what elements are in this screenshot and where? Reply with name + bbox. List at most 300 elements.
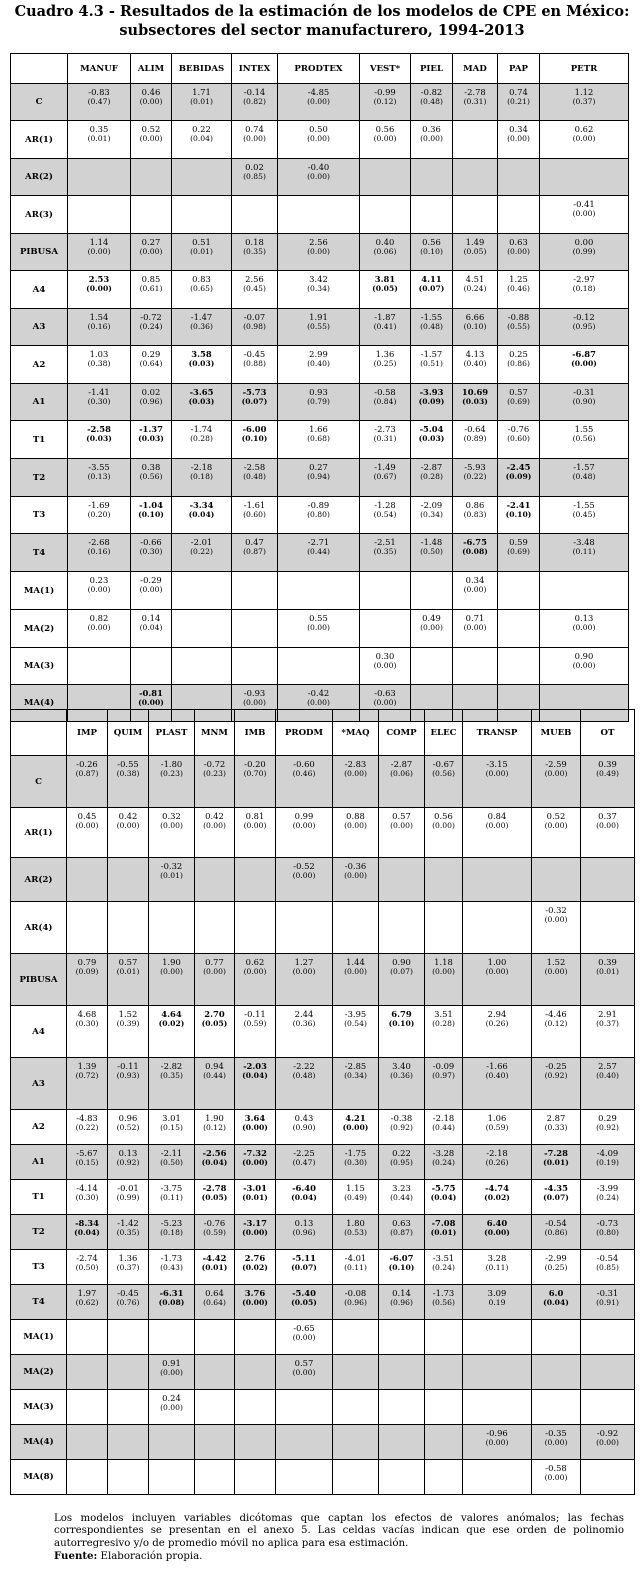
- coefficient-cell: [333, 1058, 379, 1110]
- coefficient-value: 6.0: [548, 1288, 564, 1298]
- coefficient-cell: [540, 610, 629, 648]
- coefficient-value: -1.57: [420, 349, 443, 359]
- coefficient-value: 4.51: [465, 274, 485, 284]
- coefficient-value: -0.31: [596, 1288, 619, 1298]
- coefficient-cell: [172, 309, 232, 346]
- coefficient-cell: [379, 1425, 425, 1460]
- coefficient-cell: [425, 1110, 463, 1145]
- coefficient-cell: [411, 459, 453, 497]
- coefficient-cell: [172, 271, 232, 309]
- coefficient-value: -2.71: [307, 537, 330, 547]
- p-value: (0.20): [87, 510, 111, 519]
- table-row: [11, 534, 629, 572]
- p-value: (0.00): [139, 97, 163, 106]
- coefficient-value: 0.63: [392, 1218, 411, 1228]
- p-value: (0.50): [160, 1158, 183, 1167]
- p-value: (0.56): [572, 434, 596, 443]
- p-value: (0.22): [75, 1123, 99, 1132]
- p-value: (0.40): [596, 1071, 619, 1080]
- p-value: (0.00): [307, 172, 330, 181]
- coefficient-value: 3.09: [487, 1288, 507, 1298]
- coefficient-value: 1.03: [89, 349, 109, 359]
- coefficient-value: -2.74: [76, 1253, 98, 1263]
- coefficient-cell: [532, 858, 581, 902]
- row-label: A3: [11, 309, 68, 346]
- p-value: (0.65): [190, 284, 213, 293]
- coefficient-cell: [425, 1285, 463, 1320]
- coefficient-cell: [131, 459, 172, 497]
- coefficient-cell: [411, 497, 453, 534]
- table-row: [11, 1460, 635, 1495]
- coefficient-value: -1.69: [88, 500, 110, 510]
- coefficient-cell: [68, 271, 131, 309]
- p-value: (0.11): [572, 547, 596, 556]
- coefficient-value: 0.62: [574, 124, 594, 134]
- p-value: (0.00): [544, 915, 568, 924]
- coefficient-value: 1.00: [487, 957, 507, 967]
- table-row: [11, 384, 629, 421]
- coefficient-value: 0.85: [141, 274, 161, 284]
- table-row: [11, 648, 629, 685]
- coefficient-cell: [131, 610, 172, 648]
- coefficient-cell: [276, 1250, 333, 1285]
- coefficient-value: -0.36: [344, 861, 367, 871]
- p-value: (0.55): [307, 322, 330, 331]
- coefficient-value: 0.56: [434, 811, 453, 821]
- p-value: (0.38): [116, 769, 140, 778]
- row-label: AR(2): [11, 858, 67, 902]
- column-header: MNM: [195, 710, 235, 756]
- coefficient-cell: [425, 1006, 463, 1058]
- coefficient-cell: [425, 902, 463, 954]
- coefficient-cell: [453, 121, 498, 159]
- table-row: [11, 497, 629, 534]
- p-value: (0.02): [242, 1263, 268, 1272]
- p-value: (0.00): [463, 623, 487, 632]
- coefficient-cell: [379, 1180, 425, 1215]
- coefficient-value: -0.09: [432, 1061, 455, 1071]
- p-value: (0.28): [190, 434, 213, 443]
- notes-text: Los modelos incluyen variables dicótomas que captan los efectos de valores anómalos; las fechas correspondientes se presentan en el anexo 5. Las celdas vacías indican que ese orden de polinomio autorregresivo y/o de promedio móvil no aplica para esa estimación.: [54, 1513, 624, 1549]
- p-value: (0.00): [596, 821, 619, 830]
- coefficient-cell: [425, 954, 463, 1006]
- coefficient-cell: [411, 159, 453, 196]
- coefficient-cell: [235, 1320, 276, 1355]
- p-value: (0.12): [544, 1019, 568, 1028]
- coefficient-cell: [68, 497, 131, 534]
- p-value: (0.00): [307, 97, 330, 106]
- coefficient-cell: [278, 84, 360, 121]
- p-value: (0.60): [243, 510, 266, 519]
- p-value: (0.52): [116, 1123, 140, 1132]
- coefficient-value: 0.42: [118, 811, 138, 821]
- coefficient-cell: [195, 1058, 235, 1110]
- coefficient-cell: [463, 1425, 532, 1460]
- p-value: (0.48): [243, 472, 266, 481]
- p-value: (0.00): [596, 1438, 619, 1447]
- table-row: [11, 1285, 635, 1320]
- coefficient-cell: [453, 459, 498, 497]
- coefficient-value: 1.44: [346, 957, 365, 967]
- p-value: (0.00): [507, 134, 530, 143]
- coefficient-cell: [67, 1320, 108, 1355]
- row-label: MA(2): [11, 1355, 67, 1390]
- coefficient-cell: [453, 421, 498, 459]
- coefficient-cell: [172, 234, 232, 271]
- coefficient-cell: [278, 459, 360, 497]
- table-row: [11, 756, 635, 808]
- coefficient-cell: [172, 84, 232, 121]
- coefficient-cell: [67, 1110, 108, 1145]
- coefficient-cell: [463, 1215, 532, 1250]
- coefficient-cell: [581, 1355, 635, 1390]
- column-header: COMP: [379, 710, 425, 756]
- coefficient-cell: [532, 1425, 581, 1460]
- coefficient-cell: [149, 1058, 195, 1110]
- row-label: MA(8): [11, 1460, 67, 1495]
- p-value: (0.67): [373, 472, 397, 481]
- p-value: (0.83): [463, 510, 487, 519]
- coefficient-cell: [411, 309, 453, 346]
- p-value: (0.01): [190, 97, 213, 106]
- table-row: [11, 1058, 635, 1110]
- coefficient-value: -6.40: [292, 1183, 316, 1193]
- p-value: (0.37): [596, 1019, 619, 1028]
- coefficient-cell: [498, 610, 540, 648]
- coefficient-cell: [232, 84, 278, 121]
- p-value: (0.22): [190, 547, 213, 556]
- coefficient-value: -3.55: [88, 462, 110, 472]
- coefficient-cell: [68, 610, 131, 648]
- coefficient-value: -5.93: [464, 462, 486, 472]
- coefficient-cell: [453, 384, 498, 421]
- p-value: (0.00): [243, 698, 266, 707]
- coefficient-cell: [276, 1320, 333, 1355]
- coefficient-cell: [232, 497, 278, 534]
- p-value: (0.00): [160, 1403, 183, 1412]
- column-header: PETR: [540, 54, 629, 84]
- table-row: [11, 271, 629, 309]
- coefficient-cell: [333, 1180, 379, 1215]
- coefficient-value: 4.21: [345, 1113, 366, 1123]
- table-row: [11, 1180, 635, 1215]
- p-value: (0.04): [201, 1158, 228, 1167]
- coefficient-value: -1.04: [139, 500, 163, 510]
- coefficient-value: 0.14: [392, 1288, 411, 1298]
- coefficient-value: -5.40: [292, 1288, 316, 1298]
- coefficient-cell: [453, 271, 498, 309]
- coefficient-cell: [379, 756, 425, 808]
- p-value: (0.95): [572, 322, 596, 331]
- p-value: (0.25): [373, 359, 397, 368]
- coefficient-cell: [195, 1285, 235, 1320]
- coefficient-cell: [108, 1460, 149, 1495]
- p-value: (0.05): [372, 284, 398, 293]
- coefficient-cell: [149, 808, 195, 858]
- coefficient-cell: [540, 572, 629, 610]
- coefficient-cell: [172, 159, 232, 196]
- row-label: AR(4): [11, 902, 67, 954]
- coefficient-value: -4.83: [76, 1113, 98, 1123]
- coefficient-value: 1.97: [77, 1288, 97, 1298]
- coefficient-value: 0.14: [141, 613, 161, 623]
- results-table-1: [10, 53, 629, 722]
- p-value: (0.99): [572, 247, 596, 256]
- p-value: (0.70): [243, 769, 267, 778]
- coefficient-value: -1.37: [139, 424, 163, 434]
- coefficient-cell: [278, 534, 360, 572]
- coefficient-cell: [453, 309, 498, 346]
- table-row: [11, 610, 629, 648]
- coefficient-value: 0.59: [509, 537, 528, 547]
- coefficient-value: -1.28: [374, 500, 396, 510]
- p-value: (0.00): [243, 821, 267, 830]
- coefficient-cell: [235, 1425, 276, 1460]
- coefficient-cell: [149, 1215, 195, 1250]
- p-value: (0.11): [485, 1263, 509, 1272]
- coefficient-cell: [333, 858, 379, 902]
- p-value: (0.00): [292, 967, 316, 976]
- p-value: (0.86): [544, 1228, 568, 1237]
- coefficient-cell: [68, 459, 131, 497]
- coefficient-cell: [532, 1320, 581, 1355]
- row-label: T3: [11, 1250, 67, 1285]
- p-value: (0.00): [87, 247, 111, 256]
- coefficient-value: -0.38: [390, 1113, 413, 1123]
- coefficient-cell: [581, 1180, 635, 1215]
- coefficient-cell: [278, 497, 360, 534]
- p-value: (0.40): [463, 359, 487, 368]
- coefficient-value: 1.18: [434, 957, 453, 967]
- coefficient-value: -6.31: [159, 1288, 184, 1298]
- coefficient-cell: [463, 1180, 532, 1215]
- coefficient-cell: [360, 648, 411, 685]
- coefficient-cell: [68, 196, 131, 234]
- p-value: (0.15): [75, 1158, 99, 1167]
- coefficient-value: 3.01: [162, 1113, 181, 1123]
- coefficient-cell: [379, 1006, 425, 1058]
- coefficient-cell: [149, 1145, 195, 1180]
- coefficient-value: 2.87: [546, 1113, 566, 1123]
- p-value: (0.30): [87, 397, 111, 406]
- p-value: (0.94): [307, 472, 330, 481]
- coefficient-cell: [540, 459, 629, 497]
- coefficient-cell: [411, 534, 453, 572]
- coefficient-cell: [235, 1145, 276, 1180]
- coefficient-value: -2.18: [432, 1113, 455, 1123]
- p-value: (0.47): [292, 1158, 316, 1167]
- row-label: MA(2): [11, 610, 68, 648]
- coefficient-cell: [540, 497, 629, 534]
- coefficient-value: 0.88: [346, 811, 365, 821]
- coefficient-cell: [68, 121, 131, 159]
- coefficient-cell: [172, 610, 232, 648]
- coefficient-cell: [360, 534, 411, 572]
- table-row: [11, 1006, 635, 1058]
- coefficient-cell: [411, 421, 453, 459]
- row-label: PIBUSA: [11, 234, 68, 271]
- p-value: (0.00): [160, 821, 183, 830]
- coefficient-cell: [276, 1355, 333, 1390]
- coefficient-value: 4.68: [77, 1009, 97, 1019]
- p-value: (0.23): [203, 769, 226, 778]
- p-value: (0.00): [572, 209, 596, 218]
- row-label: MA(3): [11, 1390, 67, 1425]
- coefficient-value: 1.15: [346, 1183, 365, 1193]
- p-value: (0.86): [507, 359, 530, 368]
- coefficient-cell: [195, 1425, 235, 1460]
- column-header: TRANSP: [463, 710, 532, 756]
- p-value: (0.00): [485, 769, 509, 778]
- p-value: (0.37): [116, 1263, 140, 1272]
- p-value: (0.96): [344, 1298, 367, 1307]
- coefficient-cell: [278, 384, 360, 421]
- p-value: (0.47): [87, 97, 111, 106]
- coefficient-cell: [498, 572, 540, 610]
- coefficient-value: -2.83: [344, 759, 367, 769]
- p-value: (0.50): [420, 547, 443, 556]
- coefficient-cell: [67, 1285, 108, 1320]
- coefficient-value: -1.73: [432, 1288, 455, 1298]
- table-row: [11, 1355, 635, 1390]
- coefficient-cell: [67, 1390, 108, 1425]
- coefficient-cell: [453, 234, 498, 271]
- coefficient-cell: [360, 459, 411, 497]
- coefficient-cell: [581, 1145, 635, 1180]
- coefficient-cell: [108, 1425, 149, 1460]
- coefficient-cell: [67, 902, 108, 954]
- coefficient-value: 0.18: [245, 237, 264, 247]
- coefficient-value: 1.90: [162, 957, 181, 967]
- header-row: [11, 54, 629, 84]
- p-value: (0.45): [243, 284, 266, 293]
- p-value: (0.00): [571, 359, 597, 368]
- coefficient-value: -8.34: [75, 1218, 99, 1228]
- coefficient-value: -0.42: [307, 688, 330, 698]
- coefficient-cell: [581, 1390, 635, 1425]
- coefficient-cell: [232, 384, 278, 421]
- coefficient-cell: [235, 1460, 276, 1495]
- coefficient-cell: [131, 497, 172, 534]
- coefficient-cell: [278, 421, 360, 459]
- p-value: (0.96): [390, 1298, 413, 1307]
- coefficient-cell: [195, 756, 235, 808]
- coefficient-value: 0.93: [309, 387, 328, 397]
- p-value: (0.44): [203, 1071, 226, 1080]
- coefficient-value: -0.60: [293, 759, 315, 769]
- coefficient-cell: [108, 1215, 149, 1250]
- p-value: (0.03): [462, 397, 488, 406]
- coefficient-value: 0.74: [245, 124, 264, 134]
- coefficient-cell: [360, 421, 411, 459]
- coefficient-value: 1.55: [574, 424, 594, 434]
- coefficient-value: -0.29: [140, 575, 162, 585]
- coefficient-value: -0.76: [507, 424, 530, 434]
- p-value: (0.00): [544, 1473, 568, 1482]
- coefficient-cell: [172, 497, 232, 534]
- p-value: (0.00): [292, 871, 316, 880]
- coefficient-cell: [131, 84, 172, 121]
- coefficient-value: -0.67: [432, 759, 455, 769]
- coefficient-cell: [540, 271, 629, 309]
- p-value: (0.76): [116, 1298, 140, 1307]
- coefficient-value: 0.35: [89, 124, 109, 134]
- coefficient-value: 0.64: [205, 1288, 224, 1298]
- coefficient-value: -4.14: [76, 1183, 98, 1193]
- coefficient-cell: [278, 121, 360, 159]
- coefficient-cell: [360, 159, 411, 196]
- coefficient-value: 3.28: [487, 1253, 507, 1263]
- coefficient-cell: [498, 84, 540, 121]
- coefficient-cell: [411, 648, 453, 685]
- coefficient-value: 1.80: [346, 1218, 365, 1228]
- p-value: (0.10): [505, 510, 532, 519]
- column-header: ALIM: [131, 54, 172, 84]
- p-value: (0.00): [203, 967, 226, 976]
- coefficient-value: -1.57: [573, 462, 595, 472]
- coefficient-cell: [108, 954, 149, 1006]
- coefficient-cell: [232, 159, 278, 196]
- coefficient-cell: [131, 384, 172, 421]
- p-value: (0.36): [292, 1019, 316, 1028]
- coefficient-cell: [498, 384, 540, 421]
- p-value: (0.92): [596, 1123, 619, 1132]
- coefficient-value: 4.13: [465, 349, 485, 359]
- coefficient-cell: [581, 954, 635, 1006]
- coefficient-cell: [149, 1320, 195, 1355]
- coefficient-value: 1.36: [118, 1253, 138, 1263]
- coefficient-cell: [276, 1180, 333, 1215]
- p-value: (0.45): [572, 510, 596, 519]
- p-value: (0.03): [86, 434, 112, 443]
- coefficient-cell: [276, 1460, 333, 1495]
- coefficient-value: 0.52: [141, 124, 161, 134]
- coefficient-value: 0.79: [77, 957, 97, 967]
- p-value: (0.40): [307, 359, 330, 368]
- p-value: (0.91): [596, 1298, 619, 1307]
- p-value: (0.87): [75, 769, 99, 778]
- p-value: (0.00): [139, 247, 163, 256]
- p-value: (0.00): [292, 1333, 316, 1342]
- coefficient-cell: [232, 610, 278, 648]
- p-value: (0.35): [243, 247, 266, 256]
- coefficient-value: 1.27: [294, 957, 314, 967]
- coefficient-cell: [149, 1006, 195, 1058]
- coefficient-cell: [498, 271, 540, 309]
- coefficient-value: -0.72: [140, 312, 162, 322]
- coefficient-value: 0.34: [465, 575, 485, 585]
- coefficient-cell: [532, 902, 581, 954]
- coefficient-value: 0.57: [294, 1358, 314, 1368]
- p-value: (0.56): [432, 769, 455, 778]
- p-value: (0.00): [420, 623, 443, 632]
- coefficient-cell: [108, 808, 149, 858]
- coefficient-value: -2.82: [160, 1061, 183, 1071]
- p-value: (0.01): [242, 1193, 268, 1202]
- coefficient-cell: [333, 1320, 379, 1355]
- p-value: (0.55): [507, 322, 530, 331]
- coefficient-cell: [463, 902, 532, 954]
- coefficient-cell: [149, 1180, 195, 1215]
- coefficient-cell: [532, 1058, 581, 1110]
- coefficient-cell: [532, 1145, 581, 1180]
- coefficient-value: 0.94: [205, 1061, 224, 1071]
- coefficient-value: -1.48: [420, 537, 443, 547]
- coefficient-value: -0.64: [464, 424, 486, 434]
- coefficient-cell: [67, 1425, 108, 1460]
- coefficient-cell: [131, 121, 172, 159]
- coefficient-cell: [425, 1355, 463, 1390]
